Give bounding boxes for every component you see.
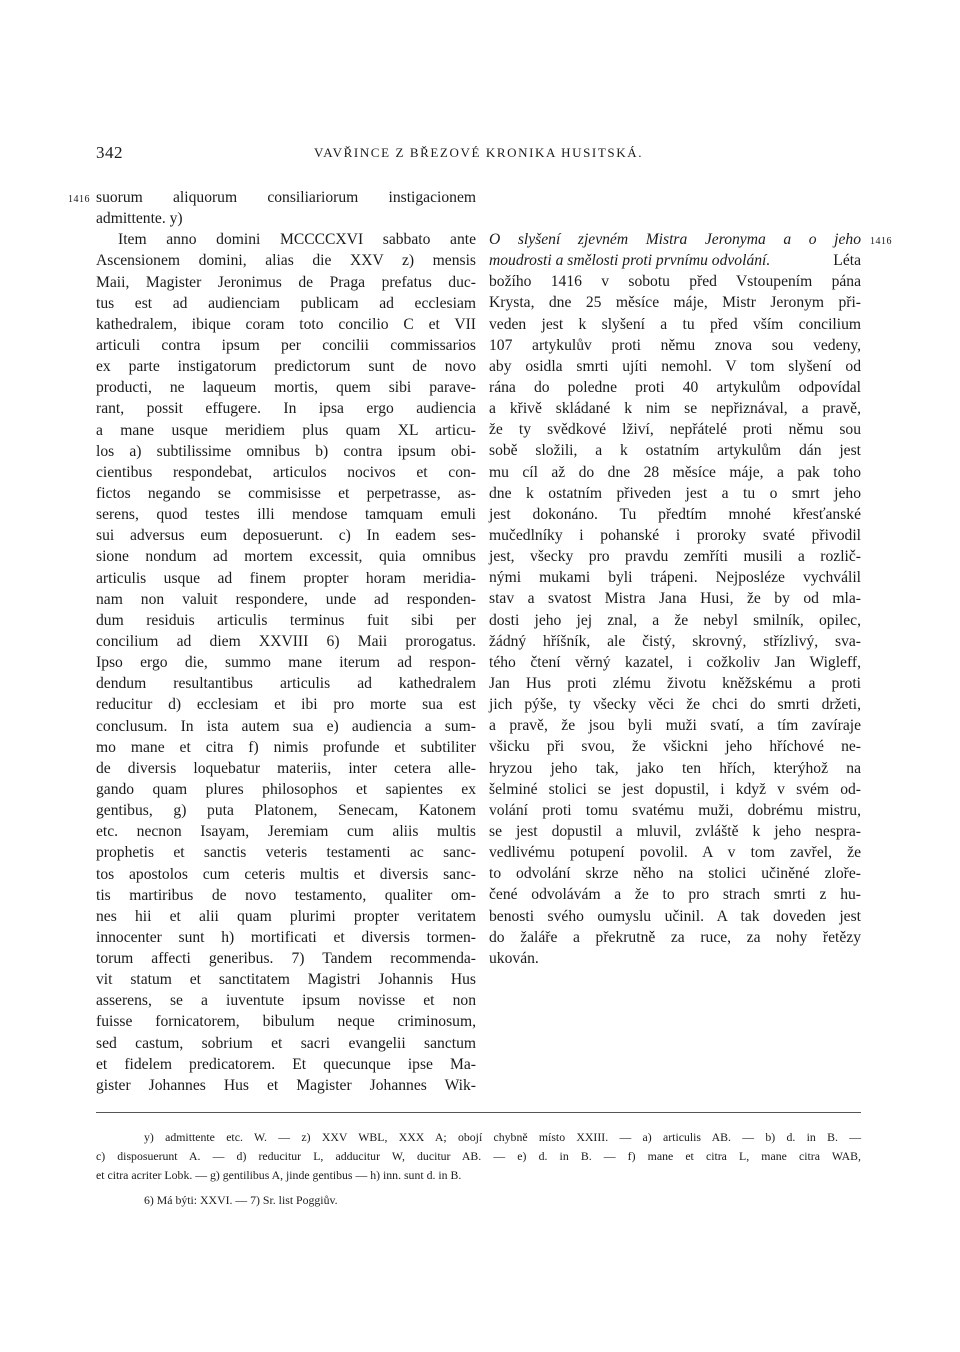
czech-text-line: 107 artykulův proti němu znova sou vedeny, bbox=[489, 336, 861, 354]
latin-text-line: tos apostolos cum ceteris multis et diversis sanc- bbox=[96, 865, 476, 883]
czech-text-line: do žaláře a překrutně za ruce, za nohy řetězy bbox=[489, 928, 861, 946]
latin-text-line: etc. necnon Isayam, Jeremiam cum aliis multis bbox=[96, 823, 476, 841]
latin-text-line: mo mane et citra f) nimis profunde et subtiliter bbox=[96, 738, 476, 756]
czech-text-line: žádný hříšník, ale čistý, skrovný, střízlivý, sva- bbox=[489, 632, 861, 650]
latin-text-line: asserens, se a iuventute ipsum novisse et non bbox=[96, 992, 476, 1010]
page-number: 342 bbox=[96, 143, 123, 162]
czech-text-line: se jest dopustil a mluvil, zvláště k jeho nespra- bbox=[489, 822, 861, 840]
czech-text-line: volání proti tomu svatému muži, dobrému mistru, bbox=[489, 801, 861, 819]
czech-text-line: Krysta, dne 25 měsíce máje, Mistr Jeronym při- bbox=[489, 294, 861, 312]
latin-text-line: reducitur d) ecclesiam et ibi pro morte sua est bbox=[96, 696, 476, 714]
latin-text-line: sione nondum ad mortem excessit, quia omnibus bbox=[96, 548, 476, 566]
czech-text-line: šelminé stolici se jest dopustil, i když v svém od- bbox=[489, 780, 861, 798]
czech-text-column bbox=[489, 229, 861, 969]
czech-text-line: božího 1416 v sobotu před Vstoupením pána bbox=[489, 273, 861, 291]
latin-text-line: Ipso ergo die, summo mane iterum ad respon- bbox=[96, 654, 476, 672]
czech-text-line: dosti jeho jej znal, a že nebyl smilník, opilec, bbox=[489, 611, 861, 629]
latin-text-line: et fidelem predicatorem. Et quecunque ipse Ma- bbox=[96, 1055, 476, 1073]
latin-text-line: vit statum et sanctitatem Magistri Johannis Hus bbox=[96, 971, 476, 989]
czech-chapter-title-line: O slyšení zjevném Mistra Jeronyma a o jeho bbox=[489, 231, 861, 248]
latin-text-line: prophetis et sanctis veteris testamenti ac sanc- bbox=[96, 844, 476, 862]
running-title: VAVŘINCE Z BŘEZOVÉ KRONIKA HUSITSKÁ. bbox=[314, 145, 644, 160]
latin-text-line: tus est ad audienciam publicam ad ecclesiam bbox=[96, 294, 476, 312]
czech-text-line: rána do poledne proti 40 artykulům odpovídal bbox=[489, 379, 861, 396]
czech-text-line: mučedlníky i pohanské i proroky svaté přivodil bbox=[489, 526, 861, 544]
latin-text-line: rant, possit effugere. In ipsa ergo audiencia bbox=[96, 400, 476, 418]
czech-text-line: dne k ostatním přiveden jest a tu o smrt jeho bbox=[489, 484, 861, 502]
latin-text-line: torum affecti generibus. 7) Tandem recommenda- bbox=[96, 950, 476, 968]
czech-text-line: Léta bbox=[833, 252, 861, 270]
latin-text-line: cientibus respondebat, articulos nocivos et con- bbox=[96, 463, 476, 481]
czech-text-line: to odvolání skrze něho na stolici učiněné zloře- bbox=[489, 865, 861, 883]
footnote-rule bbox=[96, 1112, 861, 1113]
czech-text-line: hryzou jeho tak, jako ten hřích, kterýhož na bbox=[489, 759, 861, 777]
latin-text-line: dendum resultantibus articulis ad kathedralem bbox=[96, 675, 476, 693]
latin-text-line: fictos negando se commisisse et perpetrasse, as- bbox=[96, 484, 476, 502]
czech-text-line: tého čtení věrný kazatel, i cožkoliv Jan Wigleff, bbox=[489, 653, 861, 671]
czech-text-line: a pravě, že jsou byli muži svatí, a tím zavíraje bbox=[489, 717, 861, 735]
czech-text-line: vedlivému potupení povolil. A v tom zavřel, že bbox=[489, 844, 861, 862]
czech-chapter-title-line: moudrosti a smělosti proti prvnímu odvolání. bbox=[489, 252, 771, 270]
czech-text-line: čené odvolávám a že to pro strach smrti z hu- bbox=[489, 886, 861, 904]
czech-text-line: jich pýše, ty všecky věci že chci do smrti držeti, bbox=[489, 696, 861, 714]
latin-text-line: articuli contra ipsum per concilii commissarios bbox=[96, 336, 476, 354]
latin-text-line: producti, ne laqueum mortis, quem sibi parave- bbox=[96, 379, 476, 397]
czech-text-line: ukován. bbox=[489, 949, 539, 967]
latin-text-line: gando quam plures philosophos et sapientes ex bbox=[96, 780, 476, 798]
margin-year-left: 1416 bbox=[68, 194, 90, 205]
latin-text-line: tis martiribus de novo testamento, qualiter om- bbox=[96, 886, 476, 904]
czech-text-line: aby osidla smrti ujíti nemohl. V tom slyšení od bbox=[489, 357, 861, 375]
latin-text-line: concilium ad diem XXVIII 6) Maii prorogatus. bbox=[96, 632, 476, 650]
latin-text-line: articulis usque ad finem propter horam meridia- bbox=[96, 569, 476, 587]
footnote-line: et citra acriter Lobk. — g) gentilibus A, jinde gentibus — h) inn. sunt d. in B. bbox=[96, 1168, 462, 1182]
page-header bbox=[96, 143, 856, 167]
latin-text-line: dum residuis articulis terminus fuit sibi per bbox=[96, 611, 476, 629]
latin-text-line: Item anno domini MCCCCXVI sabbato ante bbox=[118, 231, 476, 249]
latin-text-column bbox=[96, 187, 476, 1096]
latin-text-line: sed castum, sobrium et sacri evangelii sanctum bbox=[96, 1034, 476, 1052]
czech-text-line: nými mukami byli trápeni. Nejposléze vychválil bbox=[489, 569, 861, 587]
latin-text-line: admittente. y) bbox=[96, 210, 183, 228]
czech-text-line: jest, všecky pro pravdu zemříti musili a rozlič- bbox=[489, 548, 861, 566]
czech-text-line: a křivě skládané k nim se nepřiznával, a pravě, bbox=[489, 400, 861, 418]
latin-text-line: conclusum. In ista autem sua e) audiencia a sum- bbox=[96, 717, 476, 735]
footnote-line: y) admittente etc. W. — z) XXV WBL, XXX A; obojí chybně místo XXIII. — a) articulis AB. — b) d. in B. — bbox=[144, 1130, 861, 1144]
latin-text-line: de diversis loquebatur materiis, inter cetera alle- bbox=[96, 759, 476, 777]
footnote-line: 6) Má býti: XXVI. — 7) Sr. list Poggiův. bbox=[144, 1193, 338, 1207]
latin-text-line: ex parte instigatorum predictorum sunt de novo bbox=[96, 358, 476, 376]
latin-text-line: innocenter sunt h) mortificati et diversis tormen- bbox=[96, 928, 476, 946]
latin-text-line: nam non valuit respondere, unde ad responden- bbox=[96, 590, 476, 608]
latin-text-line: gister Johannes Hus et Magister Johannes Wik- bbox=[96, 1076, 476, 1094]
footnotes bbox=[96, 1128, 861, 1210]
czech-text-line: všicku při svou, že všickni jeho hříchové ne- bbox=[489, 738, 861, 756]
latin-text-line: kathedralem, ibique coram toto concilio C et VII bbox=[96, 315, 476, 333]
footnote-line: c) disposuerunt A. — d) reducitur L, adducitur W, ducitur AB. — e) d. in B. — f) mane et citra L, mane citra WAB, bbox=[96, 1149, 861, 1163]
czech-text-line: jest dokonáno. Tu předtím mnohé křesťanské bbox=[489, 505, 861, 523]
margin-year-right: 1416 bbox=[870, 236, 892, 247]
latin-text-line: sui adversus eum deposuerunt. c) In eadem ses- bbox=[96, 527, 476, 545]
latin-text-line: suorum aliquorum consiliariorum instigacionem bbox=[96, 189, 476, 206]
latin-text-line: Ascensionem domini, alias die XXV z) mensis bbox=[96, 252, 476, 270]
czech-text-line: benosti svého oumyslu učinil. A tak doveden jest bbox=[489, 907, 861, 925]
latin-text-line: fuisse fornicatorem, bibulum neque criminosum, bbox=[96, 1013, 476, 1031]
czech-text-line: sobě složili, a k ostatním artykulům dán jest bbox=[489, 442, 861, 460]
latin-text-line: gentibus, g) puta Platonem, Senecam, Katonem bbox=[96, 802, 476, 820]
latin-text-line: a mane usque meridiem plus quam XL articu- bbox=[96, 421, 476, 439]
czech-text-line: mu cíl až do dne 28 měsíce máje, a pak toho bbox=[489, 463, 861, 481]
czech-text-line: stav a svatost Mistra Jana Husi, že by od mla- bbox=[489, 590, 861, 608]
latin-text-line: Maii, Magister Jeronimus de Praga prefatus duc- bbox=[96, 273, 476, 291]
czech-text-line: veden jest k slyšení a tu před vším concilium bbox=[489, 315, 861, 333]
latin-text-line: serens, quod testes illi mendose tamquam emuli bbox=[96, 506, 476, 524]
czech-text-line: že ty svědkové lživí, nepřátelé proti němu sou bbox=[489, 421, 861, 439]
latin-text-line: nes hii et alii quam plurimi propter veritatem bbox=[96, 907, 476, 925]
latin-text-line: los a) subtilissime omnibus b) contra ipsum obi- bbox=[96, 442, 476, 460]
czech-text-line: Jan Hus proti zlému životu kněžskému a proti bbox=[489, 674, 861, 692]
